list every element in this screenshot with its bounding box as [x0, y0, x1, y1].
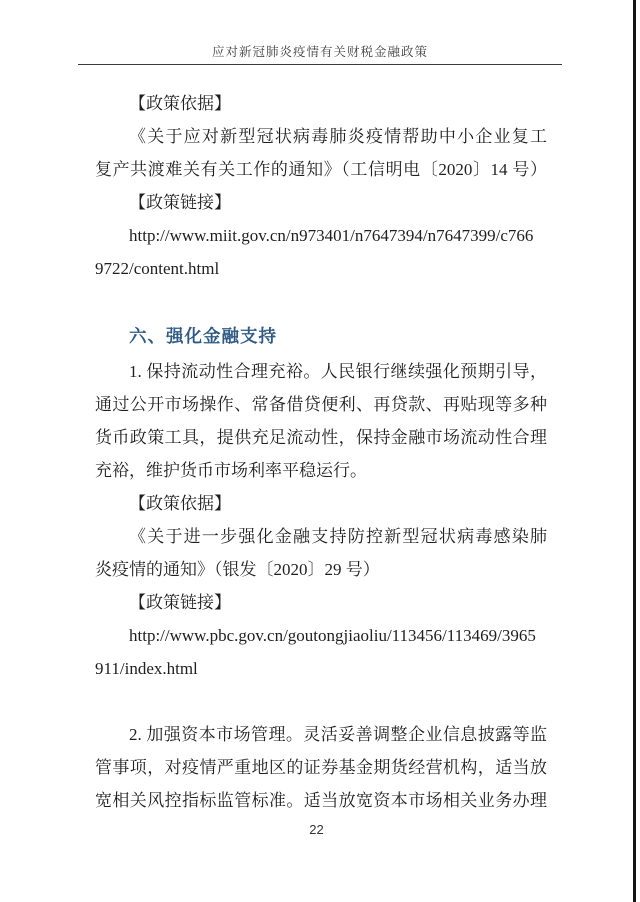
policy-label-line: 【政策依据】 — [129, 494, 231, 513]
text-line: 《关于应对新型冠状病毒肺炎疫情帮助中小企业复工 — [129, 127, 547, 146]
text-line: 复产共渡难关有关工作的通知》（工信明电〔2020〕14 号） — [95, 160, 547, 179]
policy-url-line: 911/index.html — [95, 659, 198, 678]
text-line: 2. 加强资本市场管理。灵活妥善调整企业信息披露等监 — [129, 725, 547, 744]
policy-label-line: 【政策依据】 — [129, 94, 231, 113]
header-rule — [78, 64, 562, 65]
policy-label-line: 【政策链接】 — [129, 193, 231, 212]
policy-url-line: 9722/content.html — [95, 259, 220, 278]
policy-label-line: 【政策链接】 — [129, 593, 231, 612]
text-line: 《关于进一步强化金融支持防控新型冠状病毒感染肺 — [129, 527, 547, 546]
running-header-title: 应对新冠肺炎疫情有关财税金融政策 — [211, 45, 428, 59]
scan-edge-line — [633, 0, 636, 902]
text-line: 炎疫情的通知》（银发〔2020〕29 号） — [95, 560, 380, 579]
section-heading: 六、强化金融支持 — [129, 326, 277, 346]
text-line: 宽相关风控指标监管标准。适当放宽资本市场相关业务办理 — [95, 791, 547, 810]
body-lines — [95, 87, 547, 817]
policy-url-line: http://www.pbc.gov.cn/goutongjiaoliu/113456/113469/3965 — [129, 626, 536, 645]
text-line: 货币政策工具，提供充足流动性，保持金融市场流动性合理 — [95, 428, 547, 447]
text-line: 通过公开市场操作、常备借贷便利、再贷款、再贴现等多种 — [95, 395, 547, 414]
page-number: 22 — [309, 822, 324, 837]
text-line: 充裕，维护货币市场利率平稳运行。 — [95, 461, 367, 480]
policy-url-line: http://www.miit.gov.cn/n973401/n7647394/n7647399/c766 — [129, 226, 534, 245]
text-line: 1. 保持流动性合理充裕。人民银行继续强化预期引导， — [129, 362, 547, 381]
page-header — [0, 0, 640, 65]
text-line: 管事项，对疫情严重地区的证券基金期货经营机构，适当放 — [95, 758, 547, 777]
